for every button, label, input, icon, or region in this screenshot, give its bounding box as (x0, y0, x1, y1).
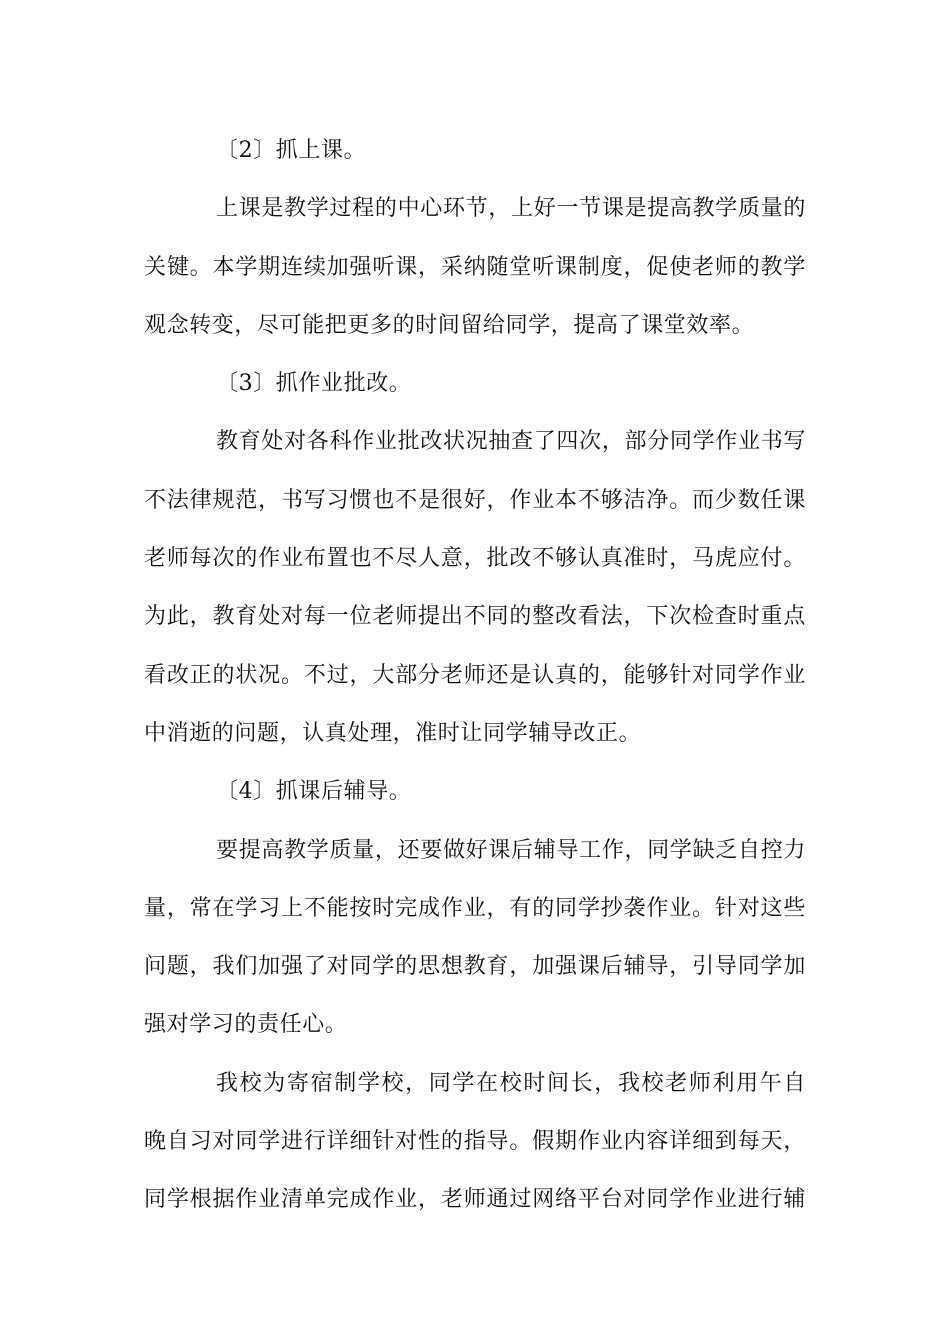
paragraph-line: 同学根据作业清单完成作业，老师通过网络平台对同学作业进行辅 (144, 1187, 806, 1213)
heading-after-class-tutoring: 〔4〕抓课后辅导。 (216, 779, 412, 805)
paragraph-line: 观念转变，尽可能把更多的时间留给同学，提高了课堂效率。 (144, 312, 755, 338)
paragraph-line: 关键。本学期连续加强听课，采纳随堂听课制度，促使老师的教学 (144, 254, 806, 280)
paragraph-line: 上课是教学过程的中心环节，上好一节课是提高教学质量的 (216, 196, 806, 222)
heading-homework-correction: 〔3〕抓作业批改。 (216, 371, 412, 397)
paragraph-line: 看改正的状况。不过，大部分老师还是认真的，能够针对同学作业 (144, 662, 806, 688)
paragraph-line: 老师每次的作业布置也不尽人意，批改不够认真准时，马虎应付。 (144, 546, 806, 572)
document-body (144, 122, 806, 1230)
paragraph-line: 强对学习的责任心。 (144, 1012, 348, 1038)
paragraph-line: 不法律规范，书写习惯也不是很好，作业本不够洁净。而少数任课 (144, 487, 806, 513)
paragraph-line: 我校为寄宿制学校，同学在校时间长，我校老师利用午自 (216, 1070, 806, 1096)
paragraph-line: 晚自习对同学进行详细针对性的指导。假期作业内容详细到每天， (144, 1129, 806, 1155)
paragraph-line: 为此，教育处对每一位老师提出不同的整改看法，下次检查时重点 (144, 604, 806, 630)
paragraph-line: 教育处对各科作业批改状况抽查了四次，部分同学作业书写 (216, 429, 806, 455)
paragraph-line: 要提高教学质量，还要做好课后辅导工作，同学缺乏自控力 (216, 837, 806, 863)
heading-attend-class: 〔2〕抓上课。 (216, 138, 367, 163)
paragraph-line: 问题，我们加强了对同学的思想教育，加强课后辅导，引导同学加 (144, 954, 806, 980)
paragraph-line: 中消逝的问题，认真处理，准时让同学辅导改正。 (144, 720, 642, 746)
paragraph-line: 量，常在学习上不能按时完成作业，有的同学抄袭作业。针对这些 (144, 895, 806, 921)
